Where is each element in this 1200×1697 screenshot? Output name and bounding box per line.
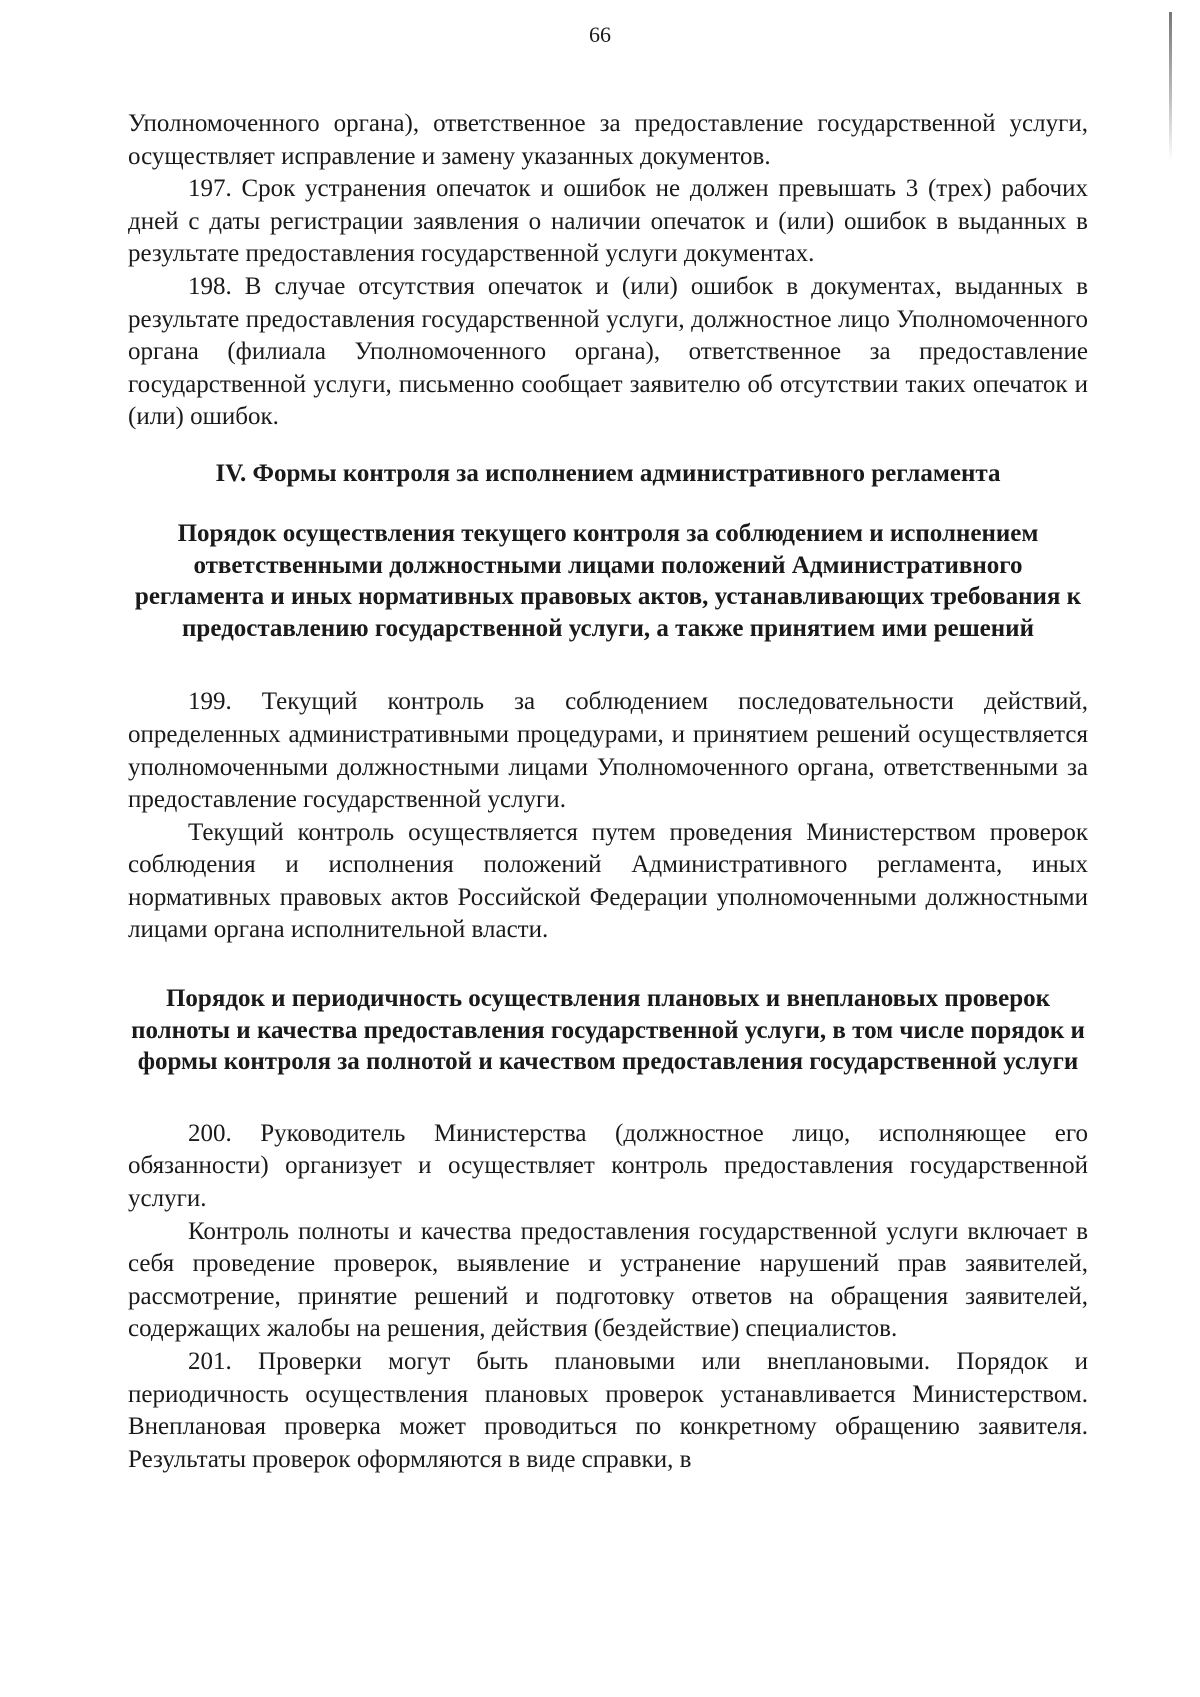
paragraph-200: 200. Руководитель Министерства (должностное лицо, исполняющее его обязанности) организует и осуществляет контроль предоставления государственной услуги. (128, 1119, 1088, 1213)
document-body (128, 108, 1088, 1476)
paragraph-199: 199. Текущий контроль за соблюдением последовательности действий, определенных административными процедурами, и принятием решений осуществляется уполномоченными должностными лицами Уполномоченного органа, ответственными за предоставление государственной услуги. (128, 688, 1088, 814)
section-title-current-control: Порядок осуществления текущего контроля за соблюдением и исполнением ответственными должностными лицами положений Административного регламента и иных нормативных правовых актов, устанавливающих требования к предоставлению государственной услуги, а также принятием ими решений (134, 519, 1082, 642)
section-title-inspections: Порядок и периодичность осуществления плановых и внеплановых проверок полноты и качества предоставления государственной услуги, в том числе порядок и формы контроля за полнотой и качеством предоставления государственной услуги (131, 985, 1085, 1076)
paragraph-current-control: Текущий контроль осуществляется путем проведения Министерством проверок соблюдения и исполнения положений Административного регламента, иных нормативных правовых актов Российской Федерации уполномоченными должностными лицами органа исполнительной власти. (128, 818, 1088, 944)
paragraph-continuation: Уполномоченного органа), ответственное за предоставление государственной услуги, осуществляет исправление и замену указанных документов. (128, 110, 1088, 170)
chapter-title: IV. Формы контроля за исполнением административного регламента (215, 459, 1001, 487)
paragraph-201: 201. Проверки могут быть плановыми или внеплановыми. Порядок и периодичность осуществления плановых проверок устанавливается Министерством. Внеплановая проверка может проводиться по конкретному обращению заявителя. Результаты проверок оформляются в виде справки, в (128, 1348, 1088, 1473)
paragraph-quality-control: Контроль полноты и качества предоставления государственной услуги включает в себя проведение проверок, выявление и устранение нарушений прав заявителей, рассмотрение, принятие решений и подготовку ответов на обращения заявителей, содержащих жалобы на решения, действия (бездействие) специалистов. (128, 1217, 1088, 1343)
paragraph-197: 197. Срок устранения опечаток и ошибок не должен превышать 3 (трех) рабочих дней с даты регистрации заявления о наличии опечаток и (или) ошибок в выданных в результате предоставления государственной услуги документах. (128, 175, 1088, 268)
page-number: 66 (589, 22, 611, 47)
paragraph-198: 198. В случае отсутствия опечаток и (или) ошибок в документах, выданных в результате предоставления государственной услуги, должностное лицо Уполномоченного органа (филиала Уполномоченного органа), ответственное за предоставление государственной услуги, письменно сообщает заявителю об отсутствии таких опечаток и (или) ошибок. (128, 272, 1088, 431)
